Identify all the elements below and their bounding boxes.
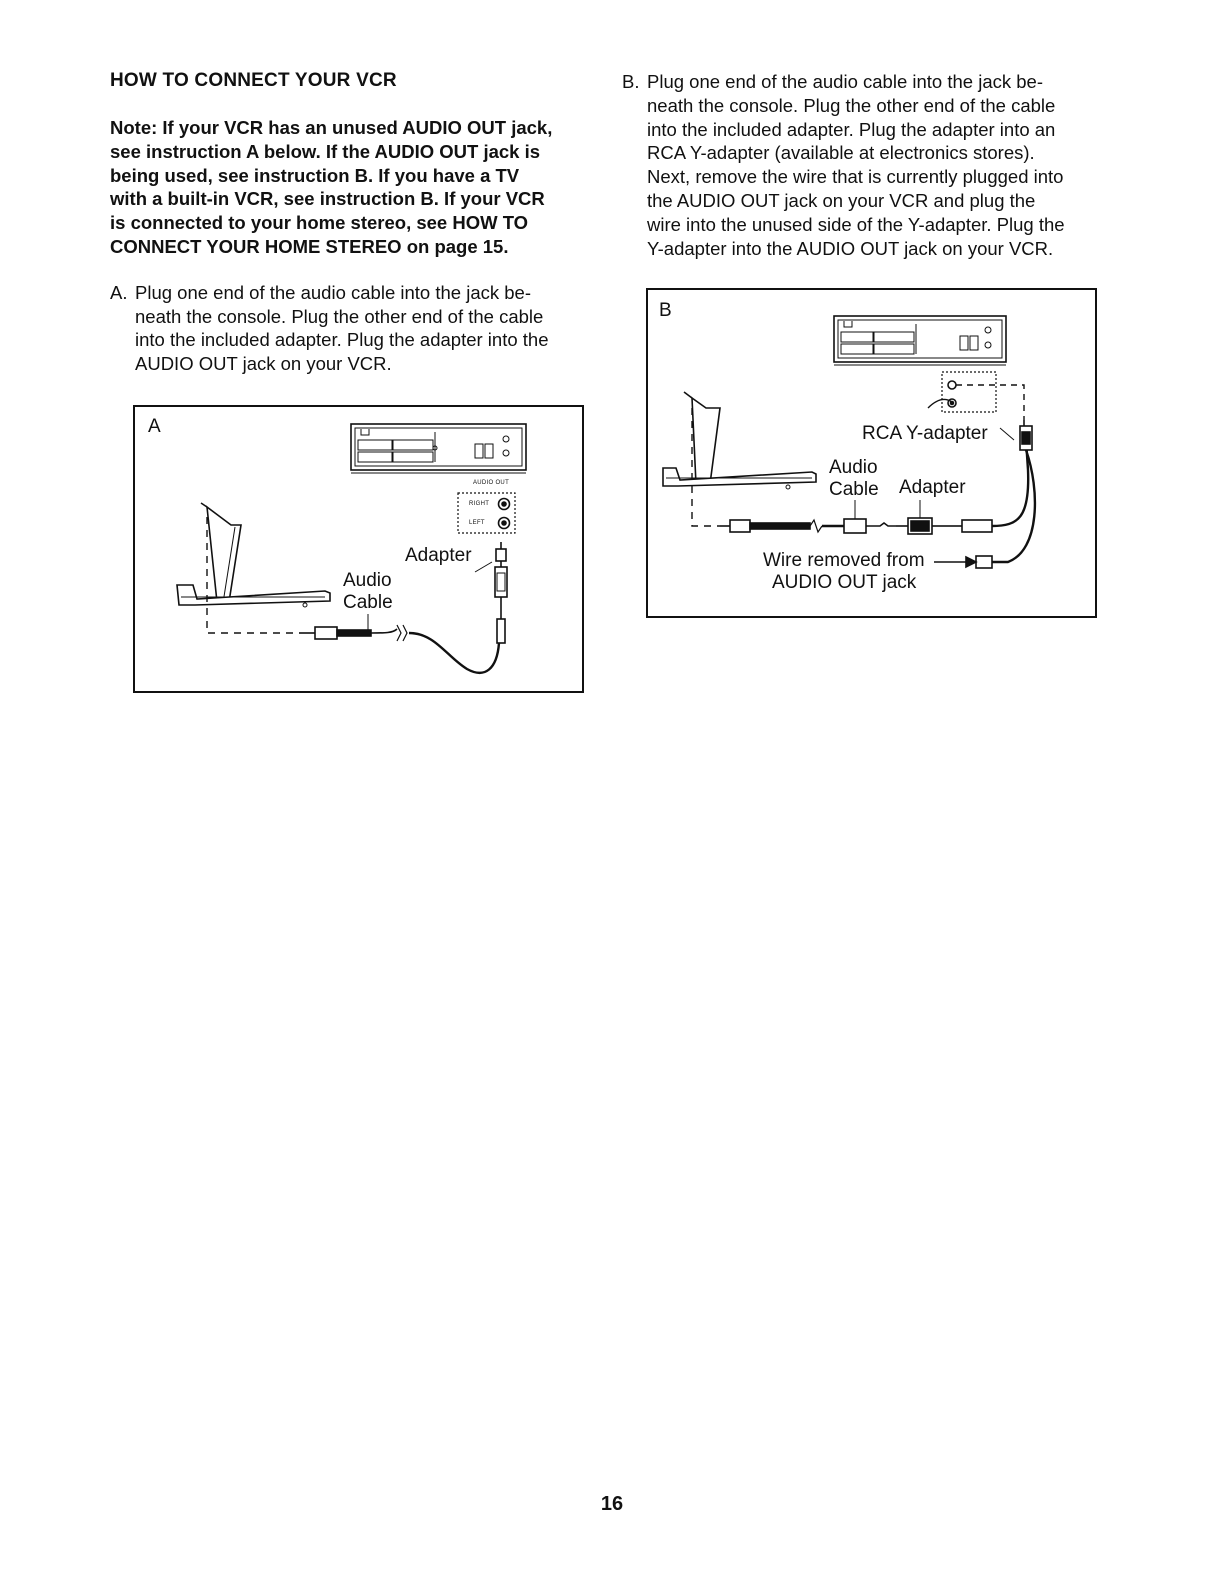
instruction-b-line: Next, remove the wire that is currently plugged into	[647, 166, 1064, 188]
instruction-b-line: into the included adapter. Plug the adapter into an	[647, 118, 1056, 140]
wire-removed-label: Wire removed from	[763, 550, 925, 571]
instruction-a-line: into the included adapter. Plug the adapter into the	[135, 329, 549, 351]
figure-b-letter: B	[659, 300, 672, 321]
instruction-a-line: neath the console. Plug the other end of the cable	[135, 305, 544, 327]
treadmill-icon	[663, 392, 816, 489]
instruction-a-marker: A.	[110, 281, 128, 303]
audio-label: Audio	[343, 570, 392, 591]
instruction-a-line: Plug one end of the audio cable into the jack be-	[135, 281, 531, 303]
adapter-icon	[896, 500, 948, 534]
figure-a-illustration	[135, 407, 582, 691]
instruction-b-line: RCA Y-adapter (available at electronics stores).	[647, 142, 1035, 164]
section-heading: HOW TO CONNECT YOUR VCR	[110, 70, 397, 91]
instruction-b-line: Plug one end of the audio cable into the jack be-	[647, 71, 1043, 92]
note-line: with a built-in VCR, see instruction B. If your VCR	[110, 188, 545, 210]
figure-a	[133, 405, 584, 693]
instruction-b-marker: B.	[622, 71, 640, 92]
note-block	[110, 116, 590, 259]
audio-cable-plug-icon	[720, 500, 896, 533]
note-line: see instruction A below. If the AUDIO OUT jack is	[110, 140, 541, 162]
instruction-b-line: wire into the unused side of the Y-adapter. Plug the	[647, 213, 1065, 235]
instruction-b	[622, 70, 1112, 260]
page-number: 16	[600, 1493, 624, 1515]
cable-label: Cable	[343, 592, 393, 613]
adapter-label: Adapter	[405, 545, 472, 566]
right-tag: RIGHT	[469, 501, 490, 507]
adapter-label: Adapter	[899, 477, 966, 498]
left-column	[110, 70, 590, 376]
vcr-icon	[351, 424, 526, 473]
instruction-b-line: neath the console. Plug the other end of the cable	[647, 94, 1056, 116]
figure-a-letter: A	[148, 416, 161, 437]
instruction-a-line: AUDIO OUT jack on your VCR.	[135, 353, 392, 375]
note-line: is connected to your home stereo, see HOW TO	[110, 212, 529, 234]
note-line: Note: If your VCR has an unused AUDIO OUT jack,	[110, 117, 553, 138]
instruction-a	[110, 281, 590, 376]
instruction-b-line: Y-adapter into the AUDIO OUT jack on your VCR.	[647, 237, 1054, 259]
audio-out-tag: AUDIO OUT	[473, 480, 510, 486]
arrow-icon	[934, 557, 976, 567]
left-tag: LEFT	[469, 520, 485, 526]
audio-out-jack-icon	[458, 493, 515, 533]
audio-cable-plug-icon	[299, 625, 499, 673]
vcr-icon	[834, 316, 1006, 365]
note-line: CONNECT YOUR HOME STEREO on page 15.	[110, 235, 509, 257]
cable-label: Cable	[829, 479, 879, 500]
audio-label: Audio	[829, 457, 878, 478]
adapter-icon	[475, 542, 507, 643]
instruction-b-line: the AUDIO OUT jack on your VCR and plug the	[647, 189, 1036, 211]
audio-out-jack-icon	[928, 372, 1024, 420]
audio-out-jack-label: AUDIO OUT jack	[772, 572, 917, 593]
rca-y-adapter-label: RCA Y-adapter	[862, 423, 988, 444]
note-line: being used, see instruction B. If you have a TV	[110, 164, 520, 186]
treadmill-icon	[177, 503, 330, 607]
figure-b	[646, 288, 1097, 618]
